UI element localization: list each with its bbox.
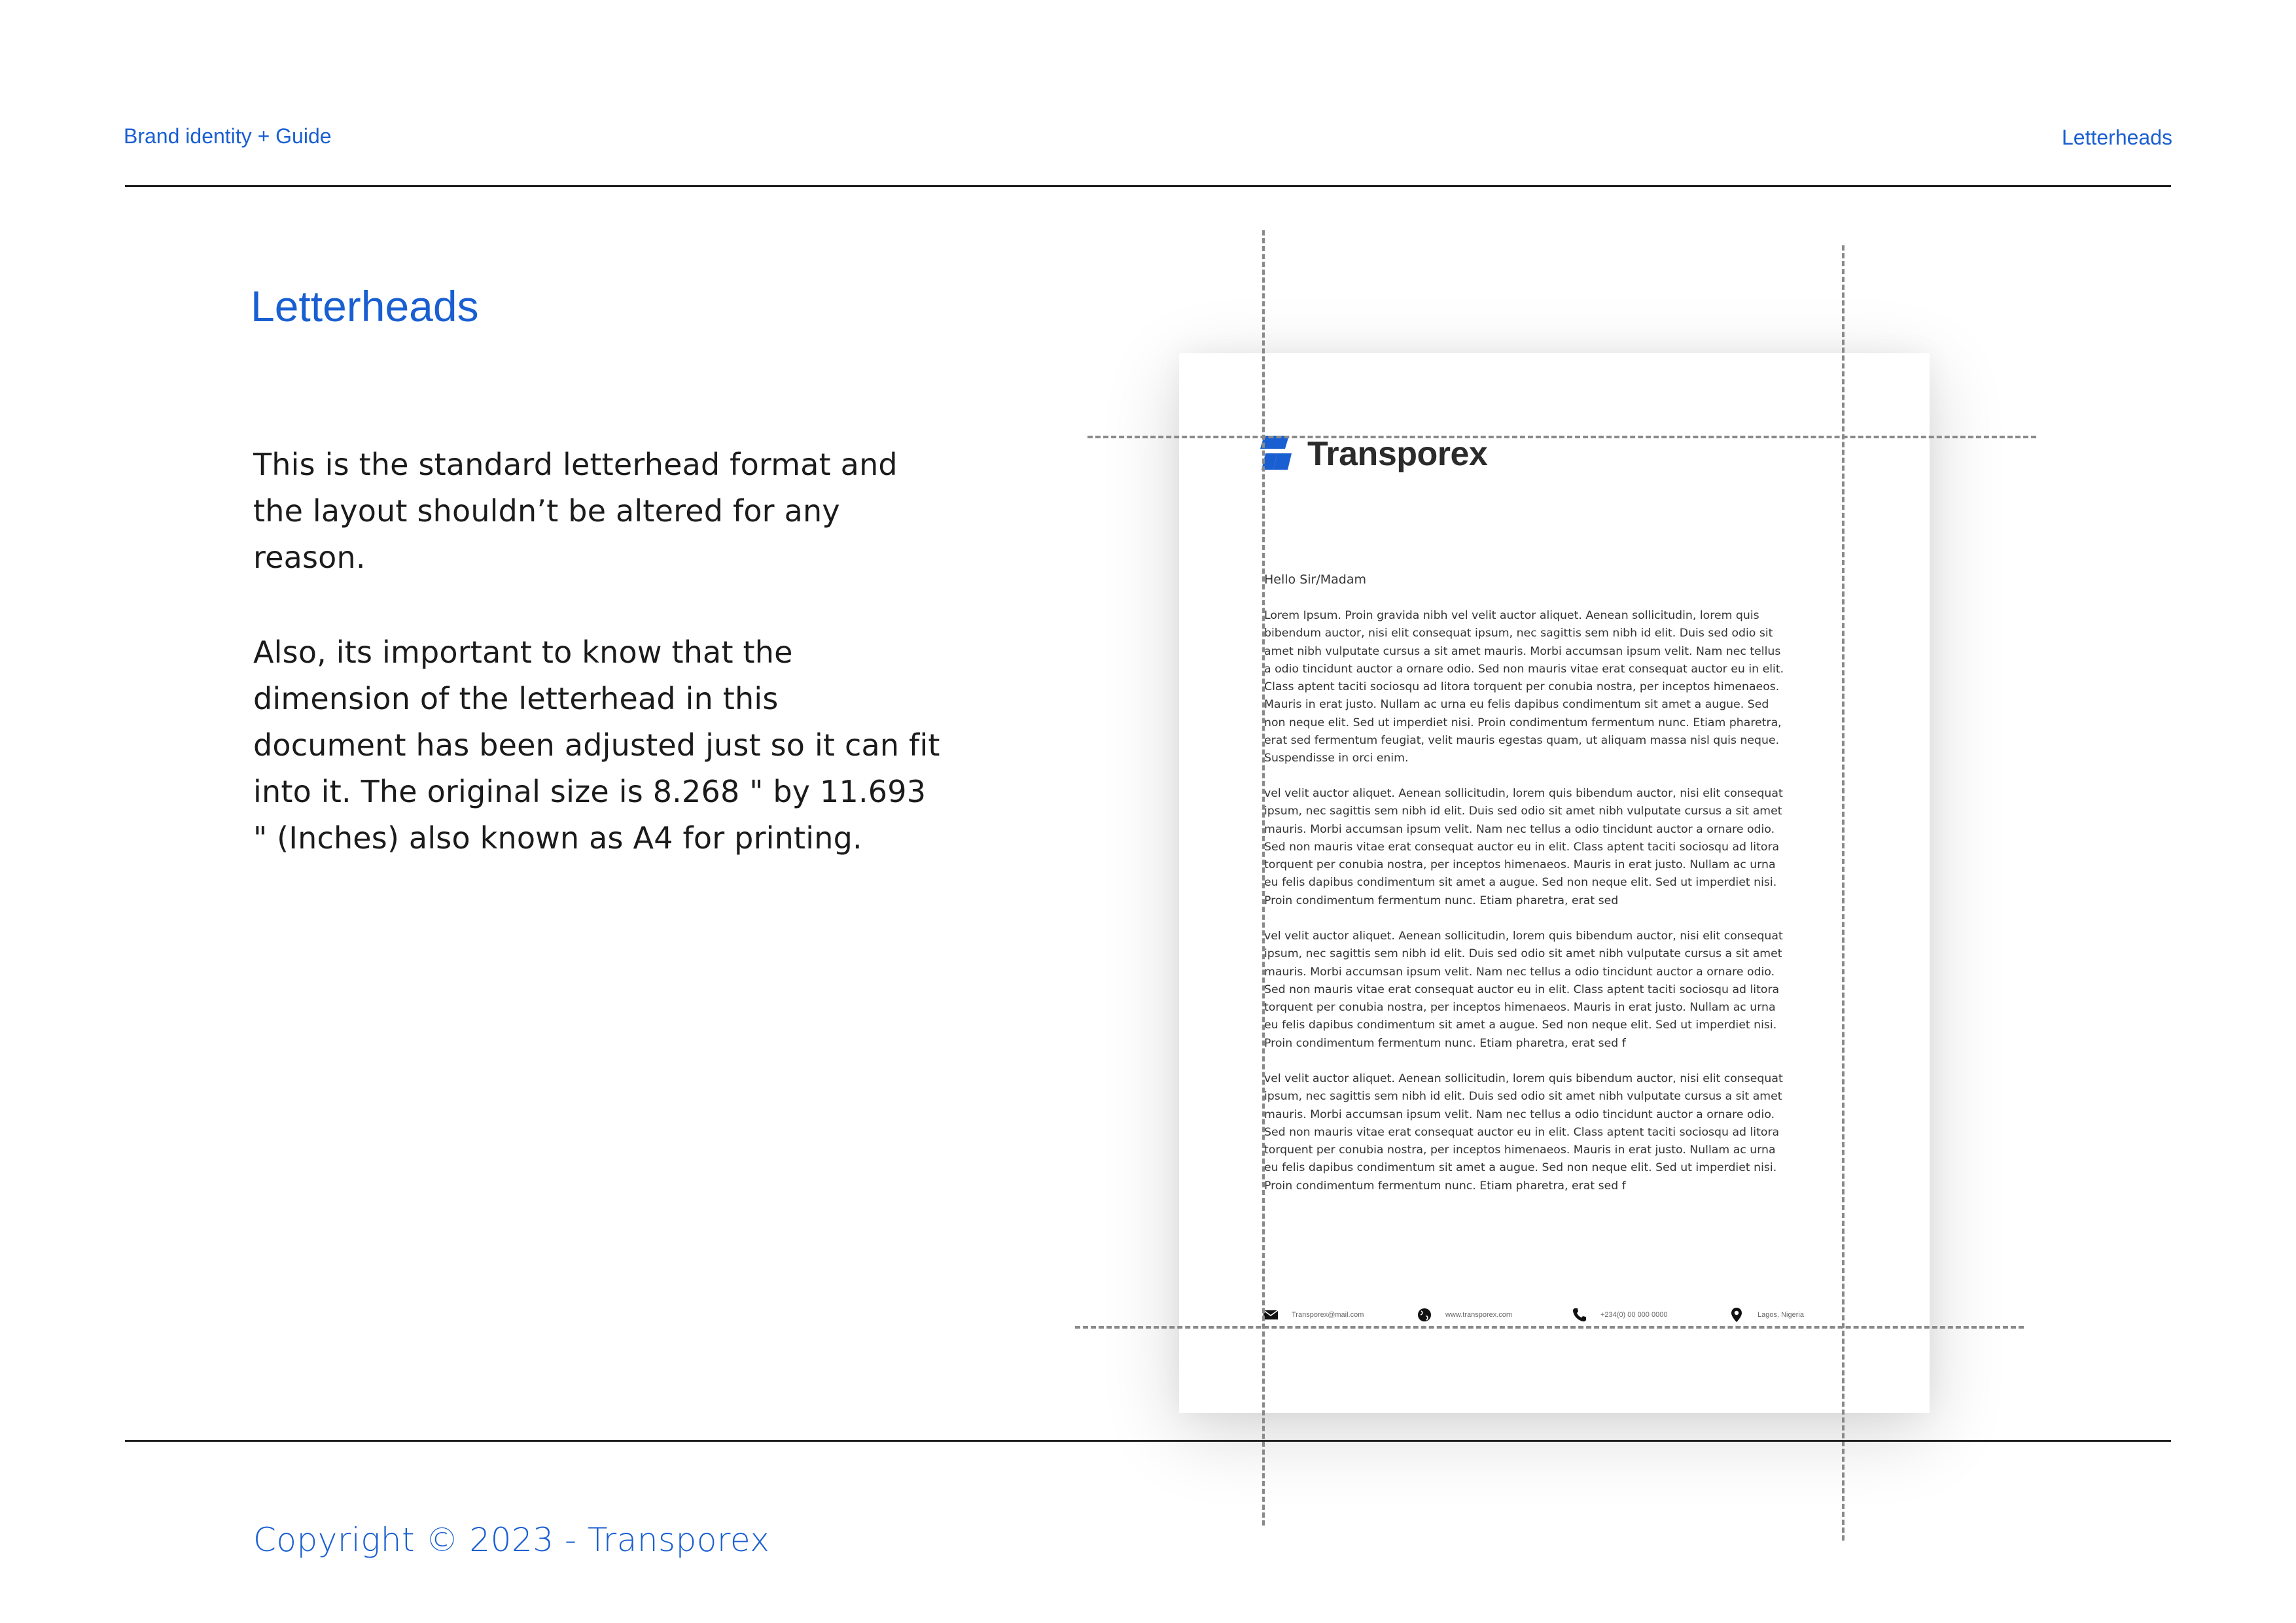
margin-guide-left: [1262, 230, 1265, 1526]
location-text: Lagos, Nigeria: [1757, 1311, 1804, 1319]
footer-divider: [125, 1440, 2171, 1442]
letterhead-greeting: Hello Sir/Madam: [1264, 572, 1366, 587]
margin-guide-bottom: [1075, 1326, 2024, 1329]
header-brand-guide-label: Brand identity + Guide: [124, 124, 332, 148]
website-text: www.transporex.com: [1445, 1311, 1513, 1319]
intro-paragraph: This is the standard letterhead format and the layout shouldn’t be altered for any reason.: [253, 447, 898, 575]
margin-guide-top: [1087, 436, 2036, 438]
page-title: Letterheads: [251, 282, 479, 330]
dimension-paragraph: Also, its important to know that the dimension of the letterhead in this document has been adjusted just so it can fit into it. The original size is 8.268 " by 11.693 " (Inches) also known as A4 for printing.: [253, 635, 940, 856]
letterhead-paragraph: vel velit auctor aliquet. Aenean sollicitudin, lorem quis bibendum auctor, nisi elit consequat ipsum, nec sagittis sem nibh id elit. Duis sed odio sit amet nibh vulputate cursus a sit amet mauris. Morbi accumsan ipsum velit. Nam nec tellus a odio tincidunt auctor a ornare odio. Sed non mauris vitae erat consequat auctor eu in elit. Class aptent taciti sociosqu ad litora torquent per conubia nostra, per inceptos himenaeos. Mauris in erat justo. Nullam ac urna eu felis dapibus condimentum sit amet a augue. Sed non neque elit. Sed ut imperdiet nisi. Proin condimentum fermentum nunc. Etiam pharetra, erat sed: [1264, 787, 1783, 907]
header-section-label: Letterheads: [2061, 126, 2172, 149]
letterhead-phone: [1572, 1306, 1667, 1324]
header-divider: [125, 185, 2171, 187]
copyright-text: Copyright © 2023 - Transporex: [253, 1521, 770, 1559]
margin-guide-right: [1842, 245, 1845, 1541]
phone-text: +234(0) 00 000 0000: [1600, 1311, 1668, 1319]
envelope-icon: [1263, 1307, 1279, 1323]
letterhead-paragraph: vel velit auctor aliquet. Aenean sollicitudin, lorem quis bibendum auctor, nisi elit consequat ipsum, nec sagittis sem nibh id elit. Duis sed odio sit amet nibh vulputate cursus a sit amet mauris. Morbi accumsan ipsum velit. Nam nec tellus a odio tincidunt auctor a ornare odio. Sed non mauris vitae erat consequat auctor eu in elit. Class aptent taciti sociosqu ad litora torquent per conubia nostra, per inceptos himenaeos. Mauris in erat justo. Nullam ac urna eu felis dapibus condimentum sit amet a augue. Sed non neque elit. Sed ut imperdiet nisi. Proin condimentum fermentum nunc. Etiam pharetra, erat sed f: [1264, 930, 1783, 1050]
letterhead-paragraph: Lorem Ipsum. Proin gravida nibh vel velit auctor aliquet. Aenean sollicitudin, lorem quis bibendum auctor, nisi elit consequat ipsum, nec sagittis sem nibh id elit. Duis sed odio sit amet nibh vulputate cursus a sit amet mauris. Morbi accumsan ipsum velit. Nam nec tellus a odio tincidunt auctor a ornare odio. Sed non mauris vitae erat consequat auctor eu in elit. Class aptent taciti sociosqu ad litora torquent per conubia nostra, per inceptos himenaeos. Mauris in erat justo. Nullam ac urna eu felis dapibus condimentum sit amet a augue. Sed non neque elit. Sed ut imperdiet nisi. Proin condimentum fermentum nunc. Etiam pharetra, erat sed fermentum feugiat, velit mauris egestas quam, ut aliquam massa nisl quis neque. Suspendisse in orci enim.: [1264, 609, 1784, 765]
letterhead-website: [1417, 1306, 1512, 1324]
map-pin-icon: [1729, 1307, 1744, 1323]
email-text: Transporex@mail.com: [1292, 1311, 1364, 1319]
letterhead-paragraph: vel velit auctor aliquet. Aenean sollicitudin, lorem quis bibendum auctor, nisi elit consequat ipsum, nec sagittis sem nibh id elit. Duis sed odio sit amet nibh vulputate cursus a sit amet mauris. Morbi accumsan ipsum velit. Nam nec tellus a odio tincidunt auctor a ornare odio. Sed non mauris vitae erat consequat auctor eu in elit. Class aptent taciti sociosqu ad litora torquent per conubia nostra, per inceptos himenaeos. Mauris in erat justo. Nullam ac urna eu felis dapibus condimentum sit amet a augue. Sed non neque elit. Sed ut imperdiet nisi. Proin condimentum fermentum nunc. Etiam pharetra, erat sed f: [1264, 1072, 1783, 1193]
phone-icon: [1572, 1307, 1587, 1323]
letterhead-location: [1729, 1306, 1804, 1324]
globe-icon: [1417, 1307, 1432, 1323]
transporex-logo-icon: [1260, 433, 1299, 472]
letterhead-email: [1263, 1306, 1364, 1324]
letterhead-brand-name: Transporex: [1307, 435, 1488, 473]
